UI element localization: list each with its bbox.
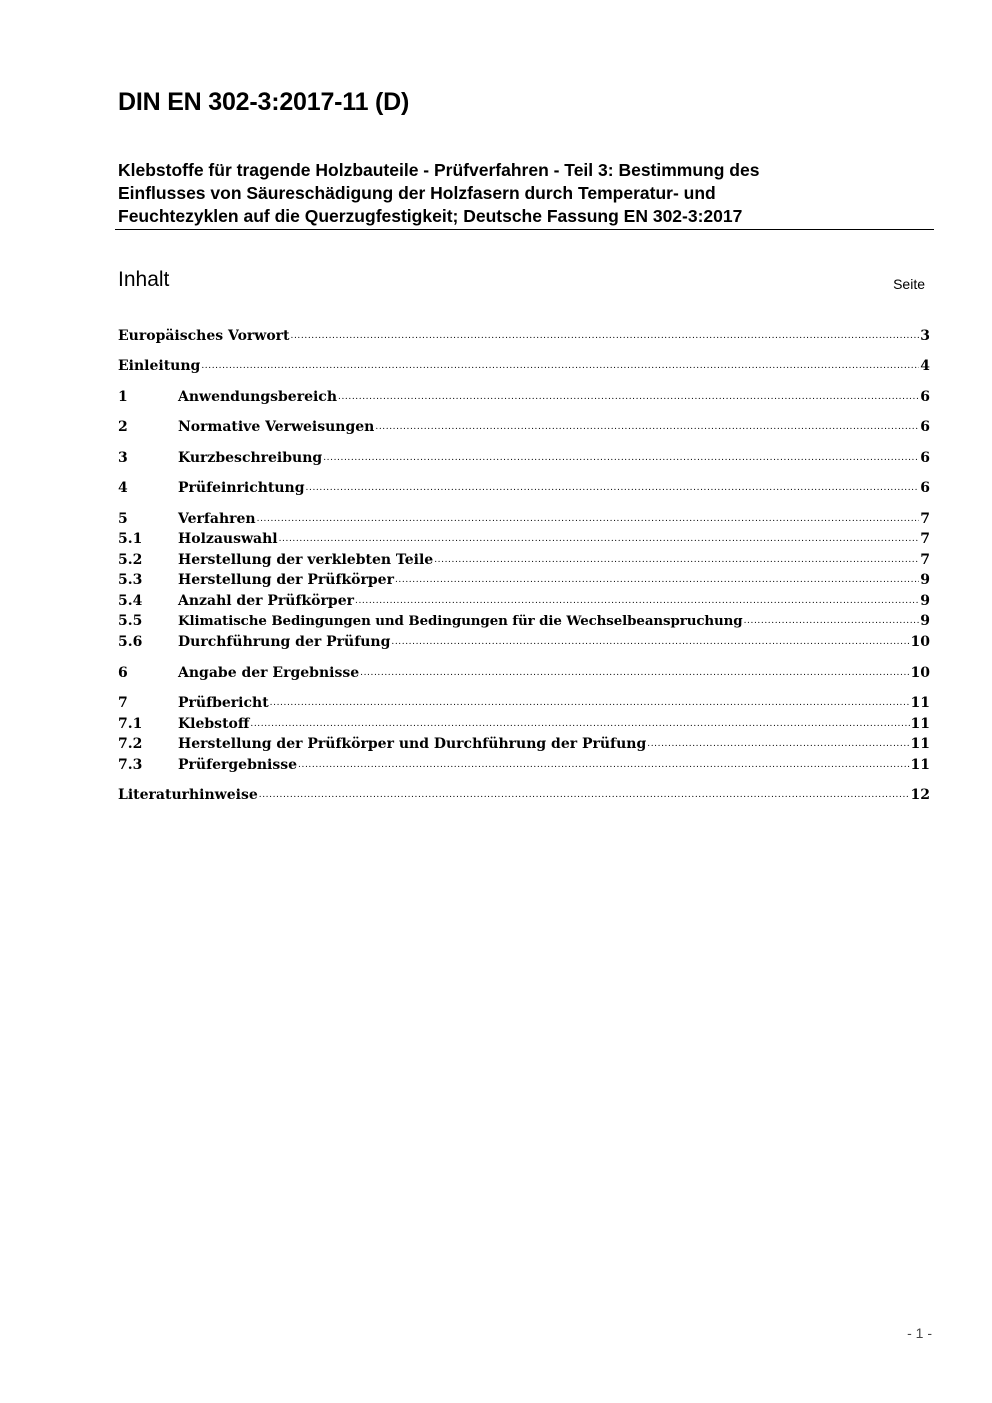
toc-dot-leader [360,666,909,680]
toc-entry-page: 9 [920,572,930,588]
toc-entry-label: Angabe der Ergebnisse [178,665,360,681]
toc-entry-page: 11 [910,695,930,711]
toc-dot-leader [744,614,920,628]
toc-entry-label: Herstellung der verklebten Teile [178,552,434,568]
toc-entry-number: 7 [118,695,128,711]
toc-entry-page: 6 [920,389,930,405]
toc-entry-page: 12 [910,787,930,803]
toc-dot-leader [298,758,909,772]
toc-entry-label: Holzauswahl [178,531,278,547]
toc-entry-page: 11 [910,757,930,773]
toc-dot-leader [306,481,920,495]
toc-entry-label: Klebstoff [178,716,250,732]
toc-entry-number: 7.2 [118,736,143,752]
toc-entry-label: Verfahren [178,511,256,527]
toc-entry[interactable] [118,508,930,528]
toc-entry-number: 1 [118,389,128,405]
toc-dot-leader [338,390,919,404]
toc-entry[interactable] [118,355,930,375]
toc-entry-label: Durchführung der Prüfung [178,634,391,650]
toc-entry-label: Literaturhinweise [118,787,258,803]
toc-entry[interactable] [118,477,930,497]
toc-dot-leader [291,329,920,343]
toc-dot-leader [647,737,909,751]
toc-entry-page: 7 [920,511,930,527]
toc-entry-label: Kurzbeschreibung [178,450,323,466]
toc-entry[interactable] [118,784,930,804]
toc-entry-label: Prüfbericht [178,695,269,711]
document-title-line: Klebstoffe für tragende Holzbauteile - Prüfverfahren - Teil 3: Bestimmung des [118,160,760,180]
toc-entry[interactable] [118,549,930,569]
toc-entry-label: Europäisches Vorwort [118,328,290,344]
toc-entry[interactable] [118,386,930,406]
toc-entry-label: Normative Verweisungen [178,419,375,435]
toc-entry[interactable] [118,733,930,753]
toc-entry[interactable] [118,662,930,682]
toc-entry-page: 6 [920,419,930,435]
toc-entry-number: 5.4 [118,593,143,609]
toc-entry-label: Klimatische Bedingungen und Bedingungen für die Wechselbeanspruchung [178,613,743,629]
title-divider [115,229,934,230]
toc-entry-page: 11 [910,736,930,752]
toc-entry-page: 10 [910,665,930,681]
toc-entry-page: 11 [910,716,930,732]
toc-entry[interactable] [118,692,930,712]
toc-dot-leader [395,573,919,587]
toc-entry[interactable] [118,713,930,733]
toc-entry[interactable] [118,416,930,436]
toc-dot-leader [259,788,910,802]
toc-entry-label: Herstellung der Prüfkörper und Durchführung der Prüfung [178,736,647,752]
toc-entry-page: 6 [920,450,930,466]
toc-entry-number: 7.1 [118,716,143,732]
toc-entry[interactable] [118,590,930,610]
toc-entry-number: 5.2 [118,552,143,568]
toc-entry-number: 7.3 [118,757,143,773]
toc-page-column-label: Seite [893,276,925,292]
toc-entry-number: 5 [118,511,128,527]
toc-entry-label: Anwendungsbereich [178,389,337,405]
toc-entry-label: Herstellung der Prüfkörper [178,572,394,588]
toc-entry-page: 7 [920,531,930,547]
toc-dot-leader [279,532,920,546]
toc-entry-number: 5.3 [118,572,143,588]
toc-entry-label: Anzahl der Prüfkörper [178,593,354,609]
footer-page-number: - 1 - [907,1325,932,1341]
toc-entry-number: 4 [118,480,128,496]
toc-entry-number: 5.6 [118,634,143,650]
document-title [118,159,934,228]
toc-entry[interactable] [118,754,930,774]
toc-entry-label: Prüfeinrichtung [178,480,305,496]
toc-entry-page: 9 [920,593,930,609]
toc-entry[interactable] [118,447,930,467]
toc-entry-page: 3 [920,328,930,344]
toc-dot-leader [270,696,910,710]
toc-entry[interactable] [118,631,930,651]
toc-entry-number: 3 [118,450,128,466]
toc-entry-page: 7 [920,552,930,568]
toc-entry-number: 5.1 [118,531,143,547]
document-number: DIN EN 302-3:2017-11 (D) [118,88,410,116]
toc-entry-page: 10 [910,634,930,650]
toc-entry-number: 6 [118,665,128,681]
toc-entry-label: Einleitung [118,358,201,374]
toc-dot-leader [355,594,919,608]
toc-entry[interactable] [118,528,930,548]
toc-entry-page: 4 [920,358,930,374]
toc-dot-leader [257,512,920,526]
toc-entry-label: Prüfergebnisse [178,757,298,773]
toc-entry[interactable] [118,569,930,589]
toc-dot-leader [375,420,919,434]
toc-entry[interactable] [118,610,930,630]
toc-entry-page: 9 [920,613,930,629]
toc-dot-leader [391,635,909,649]
toc-heading: Inhalt [118,268,170,291]
toc-dot-leader [434,553,919,567]
toc-dot-leader [201,359,919,373]
toc-entry-page: 6 [920,480,930,496]
toc-entry[interactable] [118,325,930,345]
toc-dot-leader [250,717,909,731]
document-title-line: Feuchtezyklen auf die Querzugfestigkeit; Deutsche Fassung EN 302-3:2017 [118,206,743,226]
toc-entry-number: 5.5 [118,613,143,629]
toc-dot-leader [323,451,919,465]
toc-entry-number: 2 [118,419,128,435]
document-title-line: Einflusses von Säureschädigung der Holzfasern durch Temperatur- und [118,183,716,203]
